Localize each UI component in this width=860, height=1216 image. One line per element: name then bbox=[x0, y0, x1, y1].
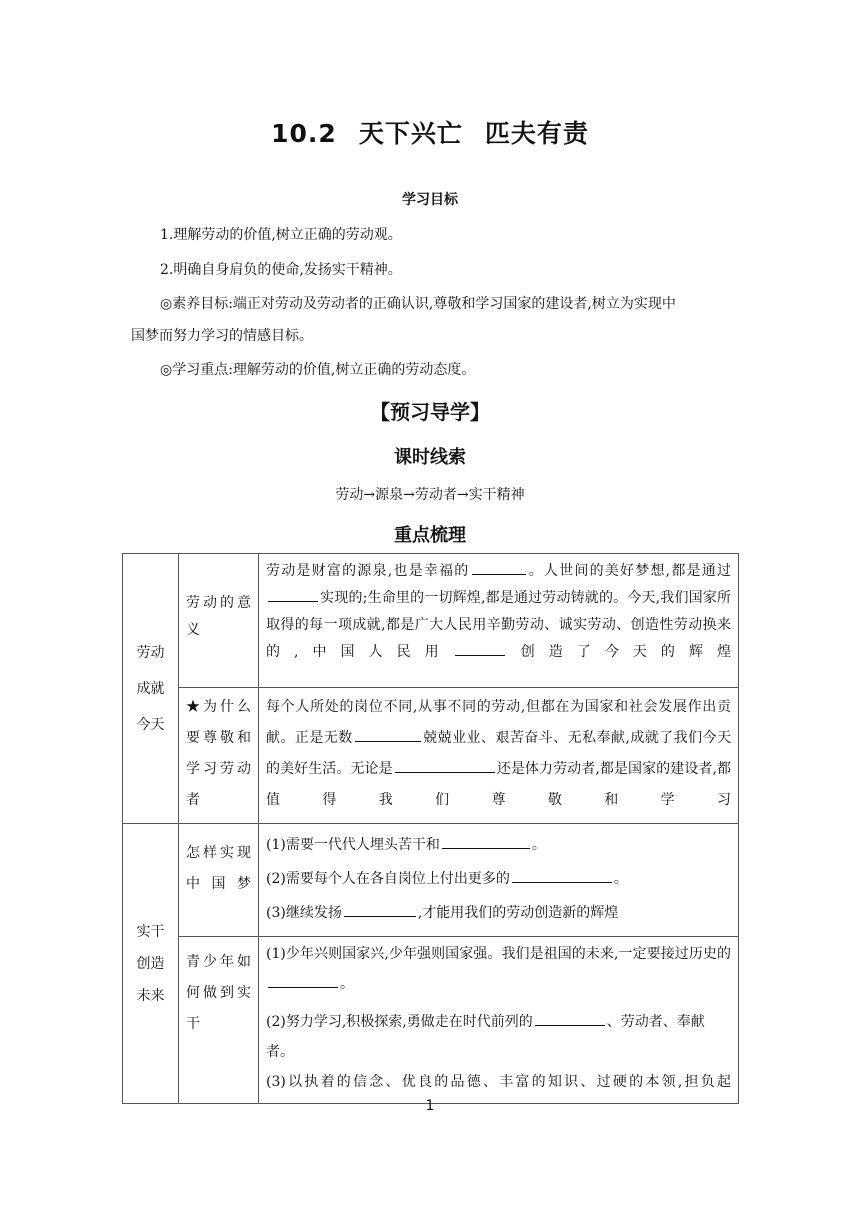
list-item: (2)努力学习,积极探索,勇做走在时代前列的 、劳动者、奉献者。 bbox=[266, 1007, 731, 1067]
objective-3-line2: 国梦而努力学习的情感目标。 bbox=[131, 328, 313, 344]
objective-3-line1: ◎素养目标:端正对劳动及劳动者的正确认识,尊敬和学习国家的建设者,树立为实现中 bbox=[160, 296, 676, 312]
list-item: (2)需要每个人在各自岗位上付出更多的 。 bbox=[266, 862, 731, 896]
category-label: 劳动成就今天 bbox=[136, 644, 165, 733]
answer-blank[interactable] bbox=[355, 727, 421, 742]
clue-flow: 劳动→源泉→劳动者→实干精神 bbox=[335, 487, 525, 503]
row-label: 劳动的意义 bbox=[186, 595, 251, 638]
category-cell bbox=[123, 554, 179, 824]
answer-blank[interactable] bbox=[268, 973, 338, 988]
answer-blank[interactable] bbox=[455, 641, 505, 656]
content-cell bbox=[259, 937, 739, 1104]
answer-blank[interactable] bbox=[268, 587, 318, 602]
key-heading: 重点梳理 bbox=[394, 525, 466, 546]
preview-heading: 【预习导学】 bbox=[370, 400, 490, 424]
answer-blank[interactable] bbox=[442, 834, 530, 849]
list-item: (1)需要一代代人埋头苦干和 。 bbox=[266, 828, 731, 862]
table-row bbox=[123, 554, 739, 688]
table-row bbox=[123, 824, 739, 937]
table-row bbox=[123, 688, 739, 824]
list-item: (3)以执着的信念、优良的品德、丰富的知识、过硬的本领,担负起 bbox=[266, 1074, 731, 1090]
page-number: 1 bbox=[425, 1098, 435, 1114]
content-cell: 劳动是财富的源泉,也是幸福的 。人世间的美好梦想,都是通过实现的;生命里的一切辉煌,都是通过劳动铸就的。今天,我们国家所取得的每一项成就,都是广大人民用辛勤劳动、诚实劳动、创造性劳动换来的,中国人民用 创造了今天的辉煌 bbox=[259, 554, 739, 688]
row-label-cell bbox=[179, 937, 259, 1104]
key-points-table bbox=[122, 553, 739, 1104]
answer-blank[interactable] bbox=[512, 868, 612, 883]
answer-blank[interactable] bbox=[472, 560, 526, 575]
category-label: 实干创造未来 bbox=[136, 923, 165, 1004]
row-label: 青少年如何做到实干 bbox=[186, 954, 251, 1032]
content-cell bbox=[259, 824, 739, 937]
answer-blank[interactable] bbox=[395, 758, 495, 773]
title-part1: 天下兴亡 bbox=[358, 119, 463, 148]
objective-2: 2.明确自身肩负的使命,发扬实干精神。 bbox=[160, 262, 402, 278]
clue-heading: 课时线索 bbox=[394, 447, 466, 468]
row-label-cell bbox=[179, 688, 259, 824]
content-cell: 每个人所处的岗位不同,从事不同的劳动,但都在为国家和社会发展作出贡献。正是无数 兢兢业业、艰苦奋斗、无私奉献,成就了我们今天的美好生活。无论是 还是体力劳动者,都是国家的建设者,都值得我们尊敬和学习 bbox=[259, 688, 739, 824]
table-row bbox=[123, 937, 739, 1104]
title-part2: 匹夫有责 bbox=[484, 119, 589, 148]
answer-blank[interactable] bbox=[344, 902, 416, 917]
row-label: ★为什么要尊敬和学习劳动者 bbox=[186, 699, 251, 808]
objective-1: 1.理解劳动的价值,树立正确的劳动观。 bbox=[160, 227, 402, 243]
list-item: (3)继续发扬 ,才能用我们的劳动创造新的辉煌 bbox=[266, 896, 731, 930]
objective-4: ◎学习重点:理解劳动的价值,树立正确的劳动态度。 bbox=[160, 362, 476, 378]
lesson-number: 10.2 bbox=[271, 119, 337, 148]
row-label: 怎样实现中国梦 bbox=[186, 845, 251, 892]
category-cell bbox=[123, 824, 179, 1104]
page-title bbox=[0, 114, 860, 150]
row-label-cell bbox=[179, 824, 259, 937]
list-item: (1)少年兴则国家兴,少年强则国家强。我们是祖国的未来,一定要接过历史的。 bbox=[266, 946, 731, 992]
row-label-cell bbox=[179, 554, 259, 688]
answer-blank[interactable] bbox=[535, 1011, 605, 1026]
objectives-heading: 学习目标 bbox=[402, 192, 458, 208]
